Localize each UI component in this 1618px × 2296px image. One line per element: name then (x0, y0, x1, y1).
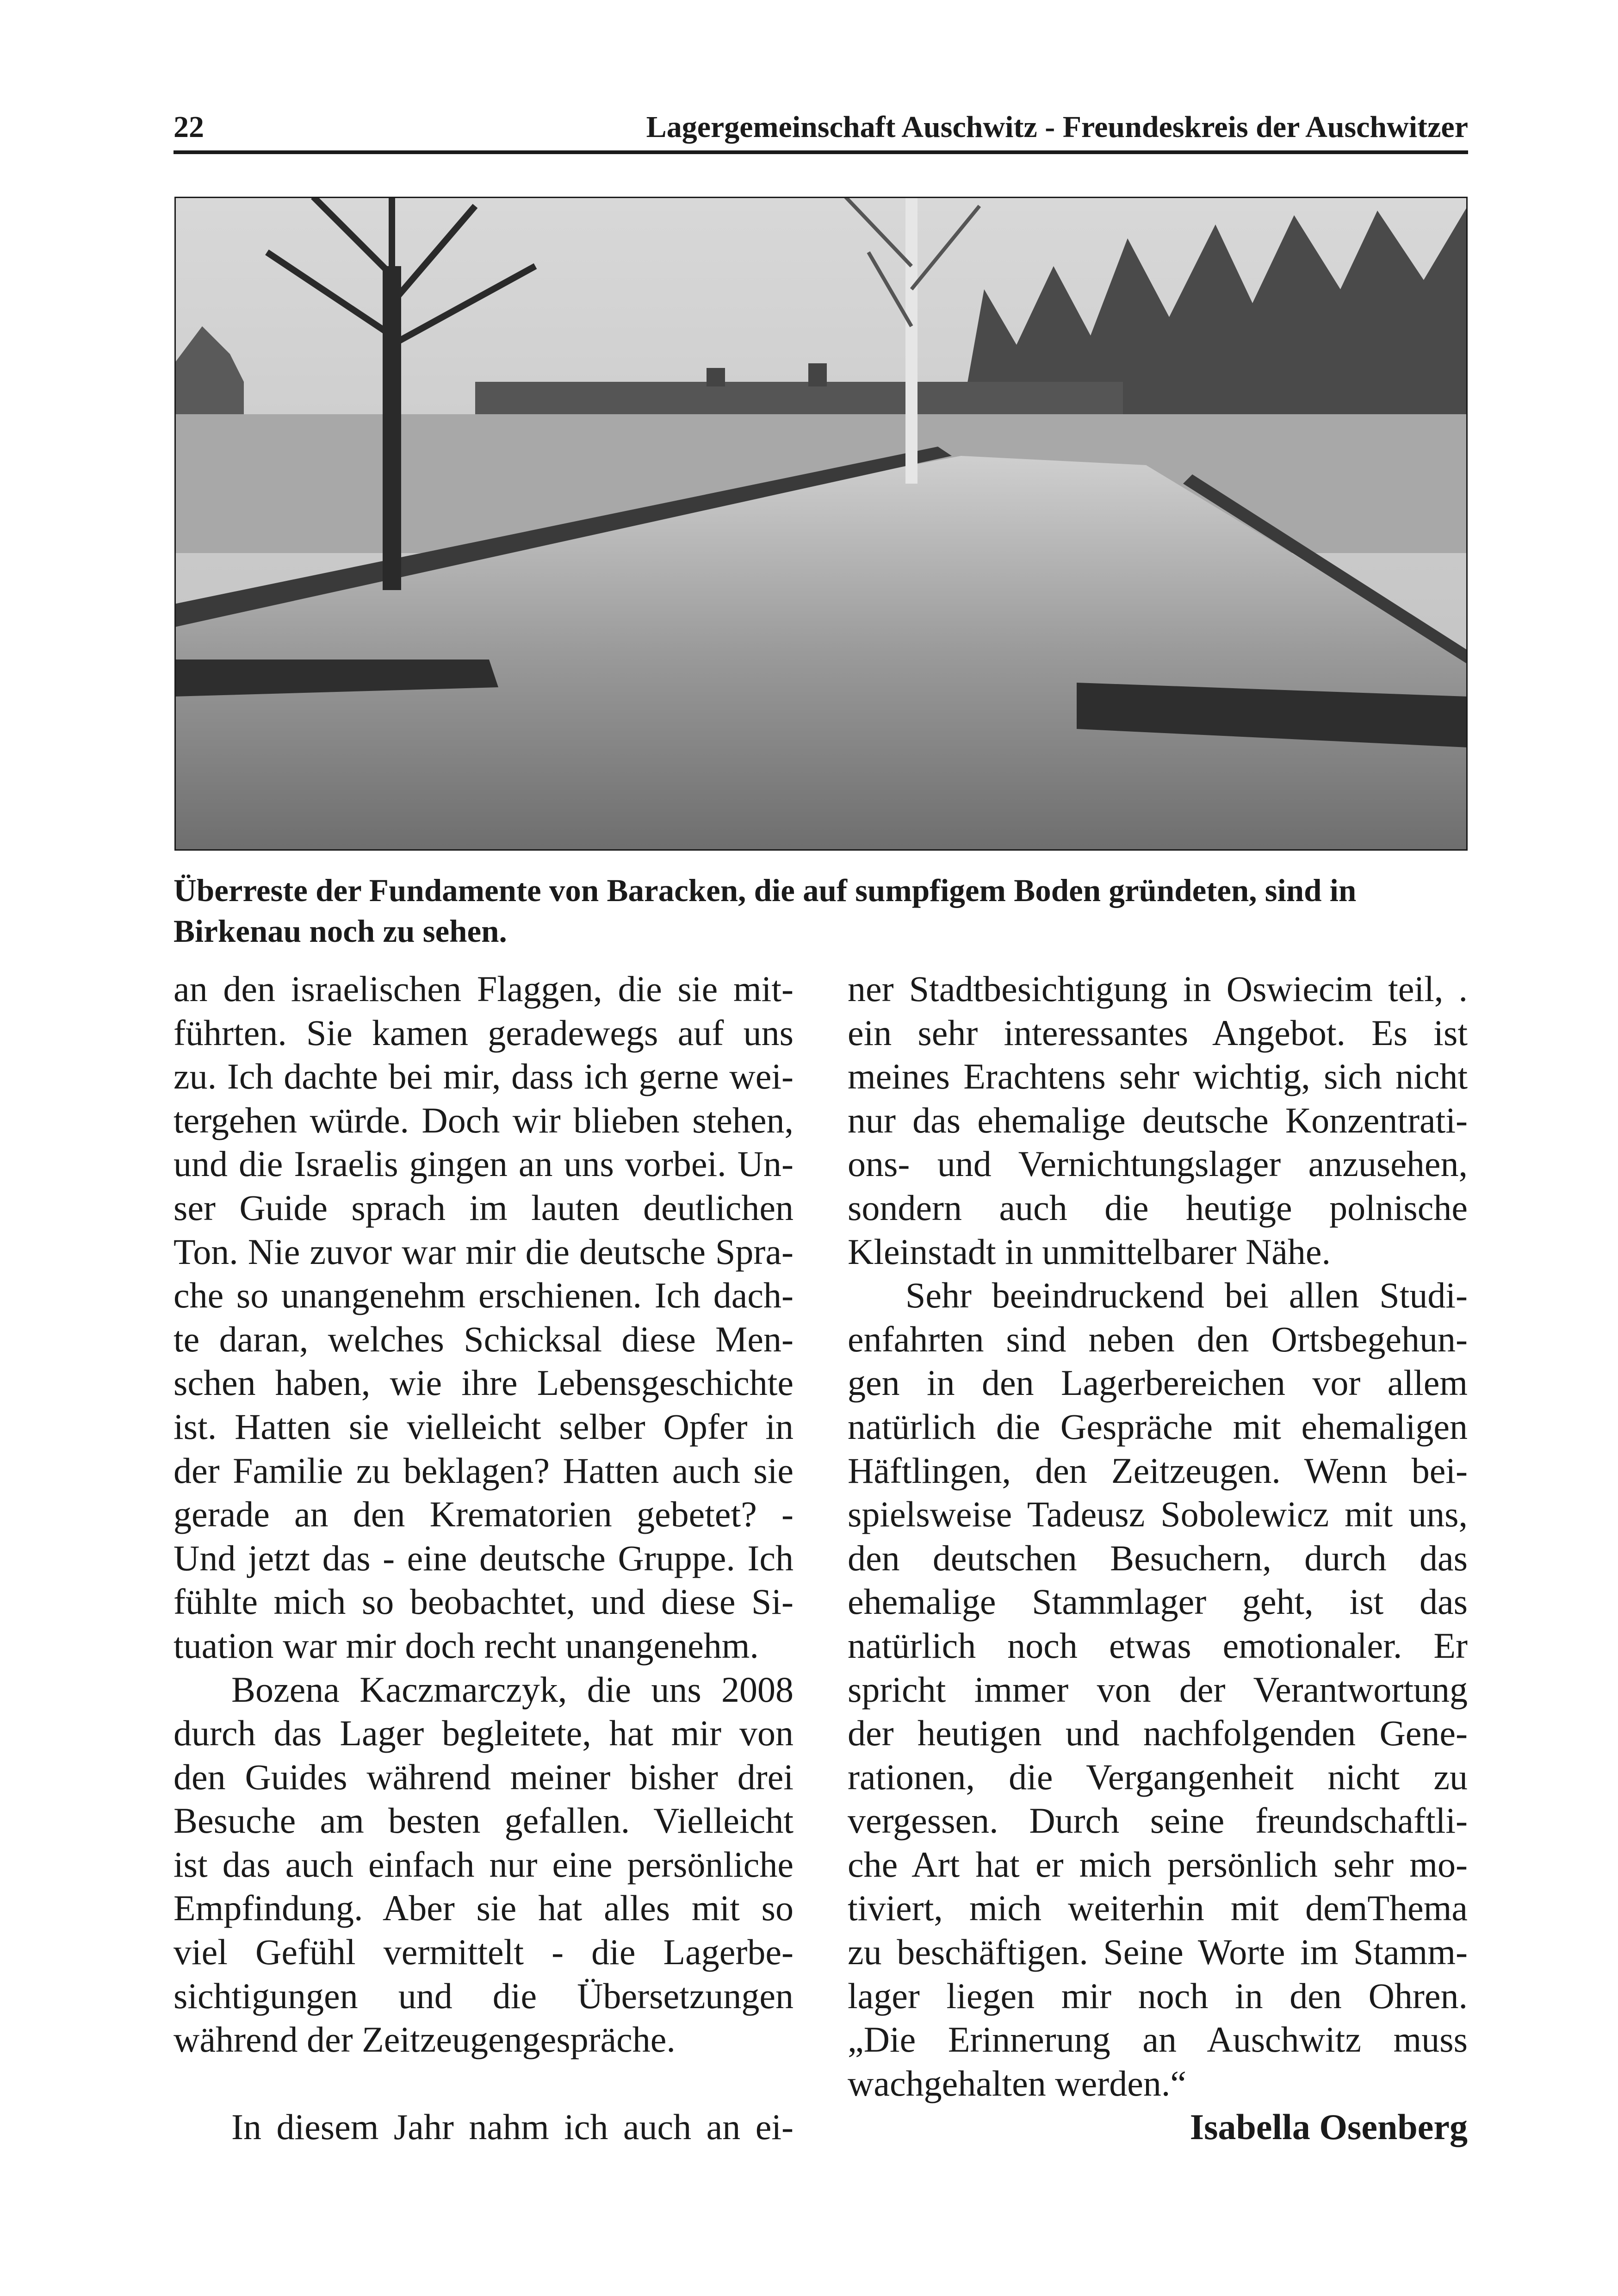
text-line: rationen, die Vergangenheit nicht zu (848, 1756, 1468, 1797)
text-line: Ton. Nie zuvor war mir die deutsche Spra- (174, 1231, 794, 1272)
author-signature: Isabella Osenberg (1190, 2107, 1468, 2147)
text-line: natürlich noch etwas emotionaler. Er (848, 1625, 1468, 1666)
text-line: an den israelischen Flaggen, die sie mit- (174, 969, 794, 1009)
text-line: „Die Erinnerung an Auschwitz muss (848, 2019, 1468, 2060)
text-line: spricht immer von der Verantwortung (848, 1669, 1468, 1710)
header-rule (174, 150, 1468, 154)
text-line: der heutigen und nachfolgenden Gene- (848, 1713, 1468, 1754)
text-line: Besuche am besten gefallen. Vielleicht (174, 1800, 794, 1841)
paragraph-gap (174, 2062, 794, 2106)
text-line: nur das ehemalige deutsche Konzentrati- (848, 1100, 1468, 1140)
text-line: te daran, welches Schicksal diese Men- (174, 1319, 794, 1359)
text-line: tuation war mir doch recht unangenehm. (174, 1625, 759, 1666)
text-line: vergessen. Durch seine freundschaftli- (848, 1800, 1468, 1841)
text-line: schen haben, wie ihre Lebensgeschichte (174, 1363, 794, 1403)
photo-caption (174, 870, 1468, 952)
text-line: führten. Sie kamen geradewegs auf uns (174, 1012, 794, 1053)
paragraph (174, 1668, 794, 2062)
text-line: Sehr beeindruckend bei allen Studi- (905, 1275, 1468, 1316)
text-line: ein sehr interessantes Angebot. Es ist (848, 1012, 1468, 1053)
text-line: Bozena Kaczmarczyk, die uns 2008 (231, 1669, 794, 1710)
paragraph (848, 967, 1468, 1274)
text-line: zu. Ich dachte bei mir, dass ich gerne wei- (174, 1056, 794, 1097)
text-line: ist das auch einfach nur eine persönliche (174, 1844, 794, 1885)
text-line: tiviert, mich weiterhin mit demThema (848, 1888, 1468, 1929)
text-line: der Familie zu beklagen? Hatten auch sie (174, 1450, 794, 1491)
text-line: sichtigungen und die Übersetzungen (174, 1975, 794, 2016)
text-line: meines Erachtens sehr wichtig, sich nicht (848, 1056, 1468, 1097)
text-line: sondern auch die heutige polnische (848, 1187, 1468, 1228)
caption-line: Überreste der Fundamente von Baracken, die auf sumpfigem Boden gründeten, sind in (174, 873, 1357, 908)
page-header (174, 104, 1468, 150)
text-line: den deutschen Besuchern, durch das (848, 1537, 1468, 1578)
text-line: ner Stadtbesichtigung in Oswiecim teil, . (848, 969, 1468, 1009)
text-line: viel Gefühl vermittelt - die Lagerbe- (174, 1932, 794, 1972)
left-column (174, 967, 794, 2149)
text-line: ser Guide sprach im lauten deutlichen (174, 1187, 794, 1228)
paragraph (848, 1274, 1468, 2105)
text-line: lager liegen mir noch in den Ohren. (848, 1975, 1468, 2016)
text-line: Häftlingen, den Zeitzeugen. Wenn bei- (848, 1450, 1468, 1491)
text-line: Kleinstadt in unmittelbarer Nähe. (848, 1231, 1331, 1272)
text-line: den Guides während meiner bisher drei (174, 1756, 794, 1797)
text-line: durch das Lager begleitete, hat mir von (174, 1713, 794, 1754)
text-line: spielsweise Tadeusz Sobolewicz mit uns, (848, 1494, 1468, 1535)
text-line: natürlich die Gespräche mit ehemaligen (848, 1406, 1468, 1447)
paragraph (174, 2105, 794, 2149)
caption-line: Birkenau noch zu sehen. (174, 914, 507, 949)
text-line: In diesem Jahr nahm ich auch an ei- (231, 2107, 794, 2147)
barracks-foundations-photo (174, 197, 1468, 851)
text-line: che Art hat er mich persönlich sehr mo- (848, 1844, 1468, 1885)
text-line: Und jetzt das - eine deutsche Gruppe. Ich (174, 1537, 794, 1578)
text-line: zu beschäftigen. Seine Worte im Stamm- (848, 1932, 1468, 1972)
text-line: und die Israelis gingen an uns vorbei. Un- (174, 1144, 794, 1184)
paragraph (174, 967, 794, 1668)
text-line: gerade an den Krematorien gebetet? - (174, 1494, 794, 1535)
text-line: ons- und Vernichtungslager anzusehen, (848, 1144, 1468, 1184)
text-line: während der Zeitzeugengespräche. (174, 2019, 676, 2060)
text-line: gen in den Lagerbereichen vor allem (848, 1363, 1468, 1403)
text-line: tergehen würde. Doch wir blieben stehen, (174, 1100, 794, 1140)
text-line: che so unangenehm erschienen. Ich dach- (174, 1275, 794, 1316)
text-line: wachgehalten werden.“ (848, 2063, 1186, 2103)
text-line: ist. Hatten sie vielleicht selber Opfer in (174, 1406, 794, 1447)
page-number: 22 (174, 110, 204, 144)
right-column (848, 967, 1468, 2149)
text-line: ehemalige Stammlager geht, ist das (848, 1581, 1468, 1622)
text-line: Empfindung. Aber sie hat alles mit so (174, 1888, 794, 1929)
running-title: Lagergemeinschaft Auschwitz - Freundeskreis der Auschwitzer (646, 110, 1468, 144)
text-line: enfahrten sind neben den Ortsbegehun- (848, 1319, 1468, 1359)
text-line: fühlte mich so beobachtet, und diese Si- (174, 1581, 794, 1622)
